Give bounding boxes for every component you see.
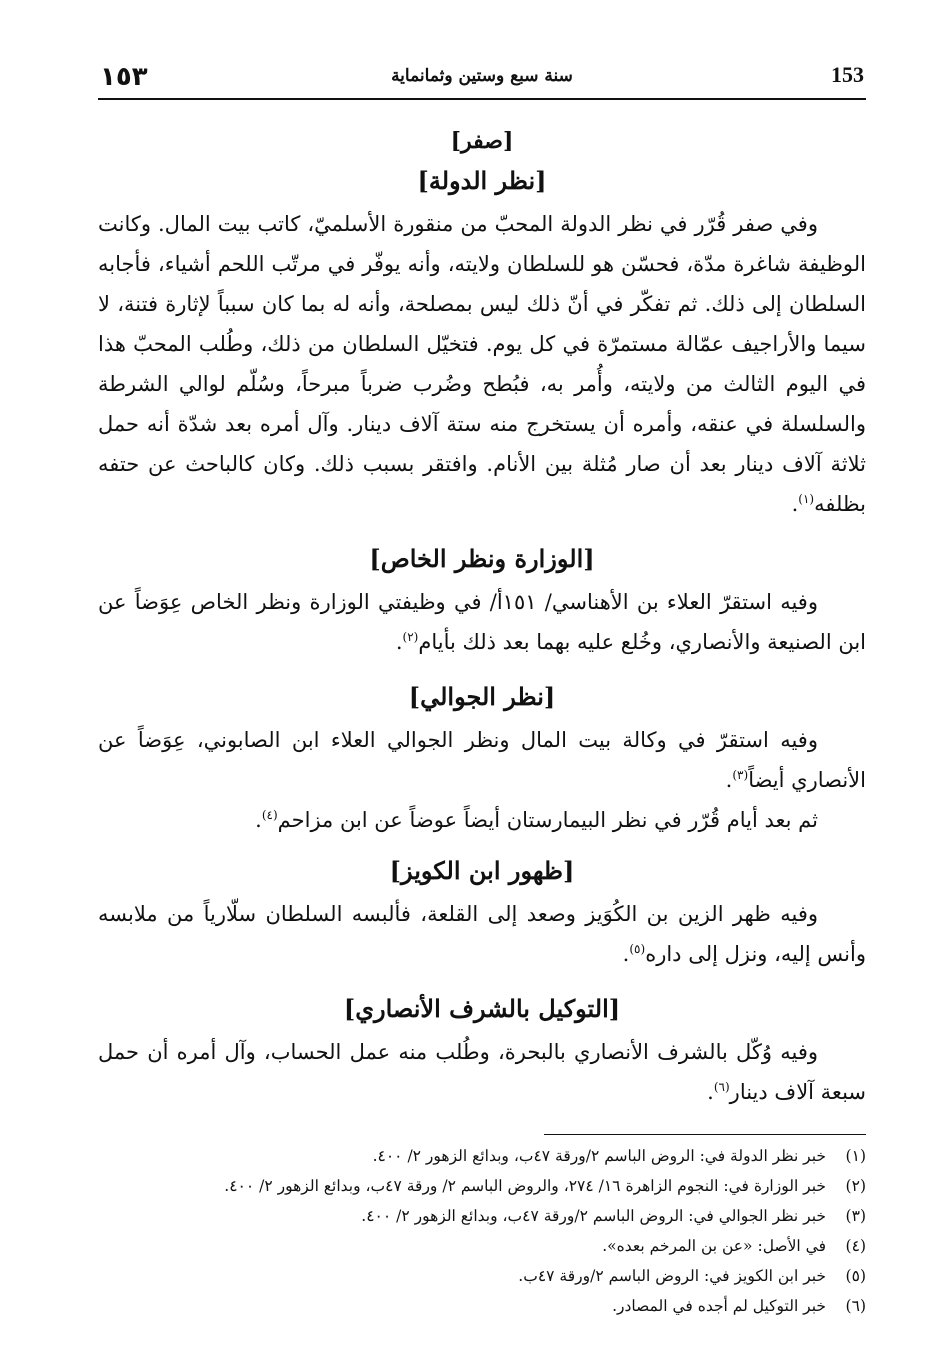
footnote-text: خبر نظر الجوالي في: الروض الباسم ٢/ورقة ٤٧ب، وبدائع الزهور ٢/ ٤٠٠. bbox=[361, 1207, 826, 1225]
paragraph-end: . bbox=[791, 492, 799, 516]
footnote-divider bbox=[544, 1134, 866, 1135]
section-wizara bbox=[98, 536, 866, 662]
footnote-text: خبر نظر الدولة في: الروض الباسم ٢/ورقة ٤٧ب، وبدائع الزهور ٢/ ٤٠٠. bbox=[372, 1147, 826, 1165]
footnote-ref: (١) bbox=[798, 492, 815, 506]
page-number-arabic: ١٥٣ bbox=[100, 62, 148, 92]
footnote-number: (٣) bbox=[845, 1207, 866, 1225]
month-heading: [صفر] bbox=[450, 128, 514, 154]
paragraph bbox=[98, 1032, 866, 1112]
footnote-ref: (٦) bbox=[713, 1080, 730, 1094]
section-title: [التوكيل بالشرف الأنصاري] bbox=[343, 994, 621, 1023]
footnotes bbox=[98, 1141, 866, 1321]
paragraph bbox=[98, 582, 866, 662]
running-title: سنة سبع وستين وثمانماية bbox=[391, 66, 573, 86]
paragraph bbox=[98, 720, 866, 800]
footnote-item bbox=[98, 1291, 866, 1321]
paragraph-text: وفيه استقرّ العلاء بن الأهناسي/ ١٥١أ/ في وظيفتي الوزارة ونظر الخاص عِوَضاً عن ابن الصنيعة والأنصاري، وخُلع عليه بهما بعد ذلك بأيام bbox=[98, 590, 866, 654]
footnote-ref: (٤) bbox=[261, 808, 278, 822]
section-ibn-al-kuwayz bbox=[98, 848, 866, 974]
section-title: [ظهور ابن الكويز] bbox=[389, 856, 575, 885]
paragraph-text: وفيه استقرّ في وكالة بيت المال ونظر الجوالي العلاء ابن الصابوني، عِوَضاً عن الأنصاري أيضاً bbox=[98, 728, 866, 792]
book-page bbox=[98, 58, 866, 1318]
footnote-number: (٦) bbox=[845, 1297, 866, 1315]
paragraph-end: . bbox=[395, 630, 403, 654]
paragraph-end: . bbox=[725, 768, 733, 792]
footnote-number: (٥) bbox=[845, 1267, 866, 1285]
footnote-number: (٢) bbox=[845, 1177, 866, 1195]
paragraph bbox=[98, 204, 866, 524]
footnote-item bbox=[98, 1141, 866, 1171]
footnote-ref: (٥) bbox=[629, 942, 646, 956]
section-title: [الوزارة ونظر الخاص] bbox=[369, 544, 595, 573]
footnote-item bbox=[98, 1261, 866, 1291]
footnote-item bbox=[98, 1231, 866, 1261]
footnote-text: خبر ابن الكويز في: الروض الباسم ٢/ورقة ٤٧ب. bbox=[518, 1267, 826, 1285]
section-title: [نظر الجوالي] bbox=[408, 682, 556, 711]
paragraph-end: . bbox=[707, 1080, 714, 1104]
footnote-text: خبر التوكيل لم أجده في المصادر. bbox=[612, 1297, 826, 1315]
paragraph-text: وفي صفر قُرّر في نظر الدولة المحبّ من منقورة الأسلميّ، كاتب بيت المال. وكانت الوظيفة شاغرة مدّة، فحسّن هو للسلطان ولايته، وأنه يوفّر في مرتّب اللحم أشياء، فأجابه السلطان إلى ذلك. ثم تفكّر في أنّ ذلك ليس بمصلحة، وأنه له بما كان سبباً لإثارة فتنة، لا سيما والأراجيف عمّالة مستمرّة في كل يوم. فتخيّل السلطان من ذلك، وطُلب المحبّ هذا في اليوم الثالث من ولايته، وأُمر به، فبُطح وضُرب ضرباً مبرحاً، وسُلّم لوالي الشرطة والسلسلة في عنقه، وأمره أن يستخرج منه ستة آلاف دينار. وآل أمره بعد شدّة أنه حمل ثلاثة آلاف دينار بعد أن صار مُثلة بين الأنام. وافتقر بسبب ذلك. وكان كالباحث عن حتفه بظلفه bbox=[98, 212, 867, 516]
page-header bbox=[98, 58, 866, 100]
footnote-ref: (٣) bbox=[732, 768, 749, 782]
paragraph-end: . bbox=[622, 942, 630, 966]
section-jawali bbox=[98, 674, 866, 840]
page-number-latin: 153 bbox=[831, 62, 864, 87]
footnote-number: (١) bbox=[845, 1147, 866, 1165]
section-tawkil bbox=[98, 986, 866, 1112]
section-title: [نظر الدولة] bbox=[417, 166, 547, 195]
paragraph bbox=[98, 800, 866, 840]
paragraph bbox=[98, 894, 866, 974]
footnote-text: في الأصل: «عن بن المرخم بعده». bbox=[602, 1237, 826, 1255]
footnote-ref: (٢) bbox=[402, 630, 419, 644]
paragraph-end: . bbox=[255, 808, 262, 832]
footnote-item bbox=[98, 1201, 866, 1231]
footnote-number: (٤) bbox=[845, 1237, 866, 1255]
paragraph-text: وفيه وُكّل بالشرف الأنصاري بالبحرة، وطُلب منه عمل الحساب، وآل أمره أن حمل سبعة آلاف دينار bbox=[98, 1040, 866, 1104]
paragraph-text: ثم بعد أيام قُرّر في نظر البيمارستان أيضاً عوضاً عن ابن مزاحم bbox=[277, 808, 818, 832]
section-nazar-al-dawla bbox=[98, 158, 866, 524]
paragraph-text: وفيه ظهر الزين بن الكُوَيز وصعد إلى القلعة، فألبسه السلطان سلّارياً من ملابسه وأنس إليه، ونزل إلى داره bbox=[98, 902, 866, 966]
footnote-text: خبر الوزارة في: النجوم الزاهرة ١٦/ ٢٧٤، والروض الباسم ٢/ ورقة ٤٧ب، وبدائع الزهور ٢/ ٤٠٠. bbox=[224, 1177, 826, 1195]
footnote-item bbox=[98, 1171, 866, 1201]
